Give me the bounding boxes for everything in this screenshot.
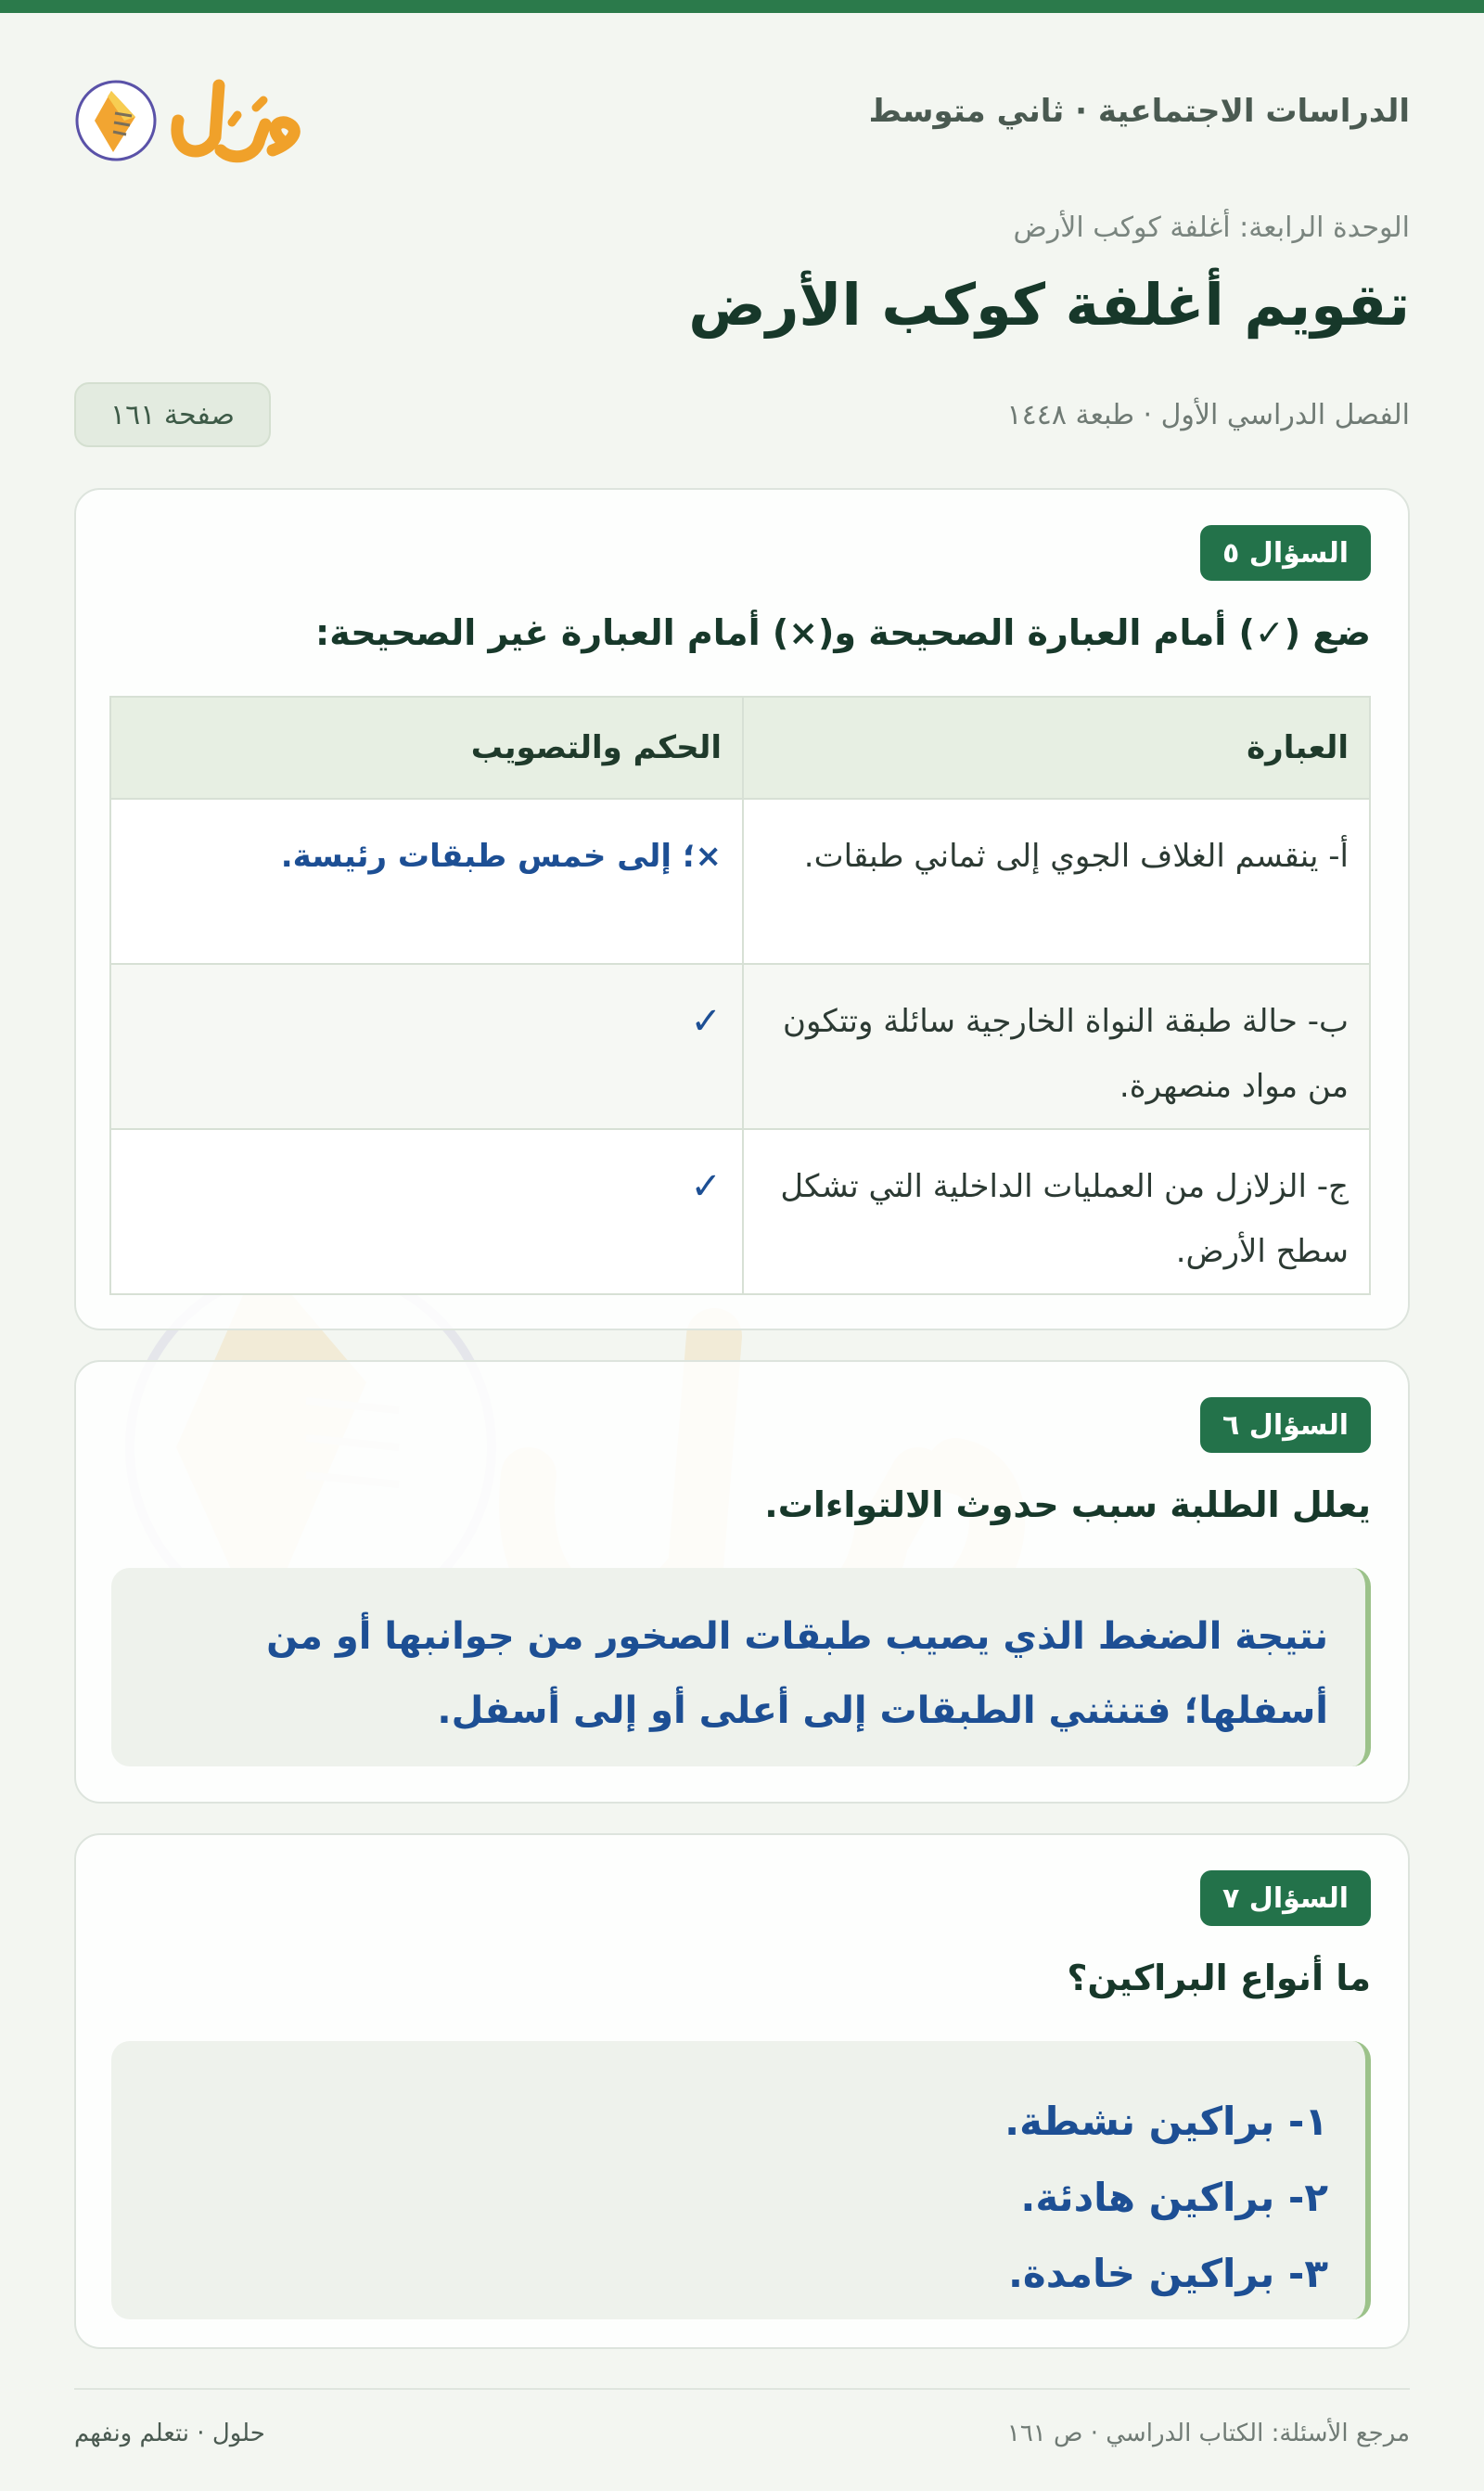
question-5-badge: السؤال ٥ [1200, 525, 1371, 581]
answer-list-item: ٢- براكين هادئة. [1020, 2175, 1328, 2220]
footer-reference: مرجع الأسئلة: الكتاب الدراسي · ص ١٦١ [1006, 2420, 1410, 2447]
statement-cell: ج- الزلازل من العمليات الداخلية التي تشكل سطح الأرض. [743, 1129, 1370, 1294]
question-7-badge: السؤال ٧ [1200, 1870, 1371, 1926]
question-6-answer-box [111, 1568, 1371, 1766]
question-5-card [74, 488, 1410, 1330]
question-7-answer-box [111, 2041, 1371, 2319]
column-header-verdict: الحكم والتصويب [110, 697, 743, 799]
top-accent-bar [0, 0, 1484, 13]
question-7-prompt: ما أنواع البراكين؟ [1067, 1958, 1371, 1998]
question-6-card [74, 1360, 1410, 1804]
true-false-table [109, 696, 1371, 1295]
verdict-cell: ×؛ إلى خمس طبقات رئيسة. [110, 799, 743, 964]
subject-grade-label: الدراسات الاجتماعية · ثاني متوسط [868, 93, 1410, 130]
term-edition-label: الفصل الدراسي الأول · طبعة ١٤٤٨ [1006, 399, 1410, 431]
question-6-answer: نتيجة الضغط الذي يصيب طبقات الصخور من جوانبها أو من أسفلها؛ فتنثني الطبقات إلى أعلى أو إلى أسفل. [266, 1615, 1328, 1732]
column-header-statement: العبارة [743, 697, 1370, 799]
table-row [110, 1129, 1370, 1294]
question-5-prompt: ضع (✓) أمام العبارة الصحيحة و(×) أمام العبارة غير الصحيحة: [315, 612, 1371, 653]
footer-divider [74, 2388, 1410, 2390]
answer-list-item: ٣- براكين خامدة. [1007, 2251, 1328, 2296]
brand-logo-icon[interactable] [74, 65, 334, 167]
statement-cell: أ- ينقسم الغلاف الجوي إلى ثماني طبقات. [743, 799, 1370, 964]
answer-list-item: ١- براكين نشطة. [1004, 2099, 1328, 2144]
question-6-badge: السؤال ٦ [1200, 1397, 1371, 1453]
unit-breadcrumb: الوحدة الرابعة: أغلفة كوكب الأرض [1013, 212, 1410, 244]
table-header-row [110, 697, 1370, 799]
question-6-prompt: يعلل الطلبة سبب حدوث الالتواءات. [764, 1484, 1371, 1525]
question-7-card [74, 1833, 1410, 2349]
page-header [74, 65, 1410, 167]
footer-brand[interactable]: حلول · نتعلم ونفهم [74, 2420, 265, 2447]
table-row [110, 799, 1370, 964]
page-title: تقويم أغلفة كوكب الأرض [688, 271, 1410, 339]
page-number-badge: صفحة ١٦١ [74, 382, 271, 447]
table-row [110, 964, 1370, 1129]
verdict-check-mark: ✓ [110, 1129, 743, 1294]
statement-cell: ب- حالة طبقة النواة الخارجية سائلة وتتكون من مواد منصهرة. [743, 964, 1370, 1129]
verdict-check-mark: ✓ [110, 964, 743, 1129]
